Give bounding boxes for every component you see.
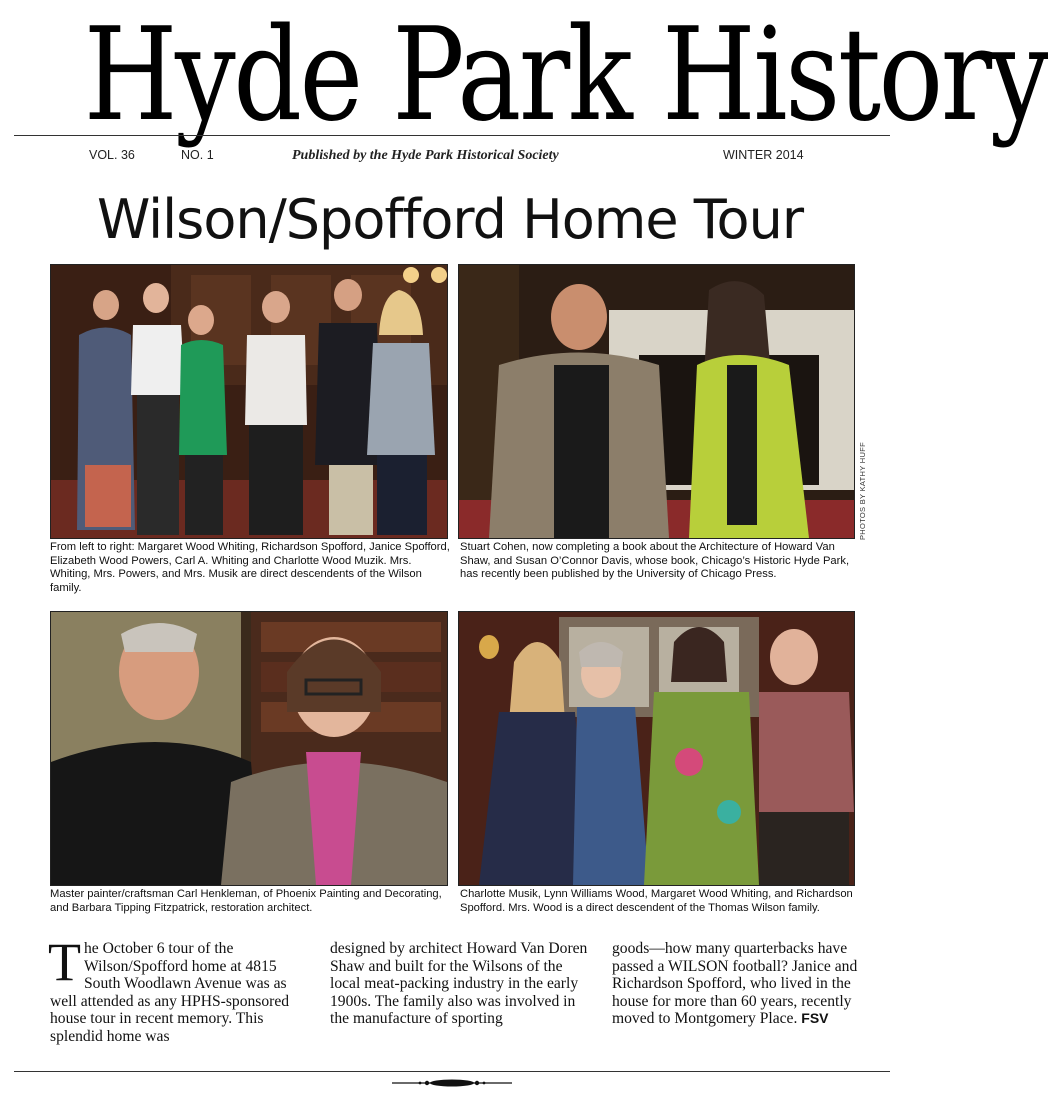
footer-ornament-icon <box>392 1077 512 1089</box>
story-dropcap: T <box>48 932 81 992</box>
photo-henkleman-fitzpatrick <box>50 611 448 886</box>
masthead-rule <box>14 135 890 136</box>
story-column-1 <box>48 932 312 1046</box>
photo-group-six <box>50 264 448 539</box>
photo-group-four <box>458 611 855 886</box>
photo-group-four-image <box>459 612 854 885</box>
story-text-1: he October 6 tour of the Wilson/Spofford home at 4815 South Woodlawn Avenue was as well attended as any HPHS-sponsored house tour in recent memory. This splendid home was <box>50 940 290 1045</box>
photo-cohen-davis <box>458 264 855 539</box>
caption-henkleman-fitzpatrick: Master painter/craftsman Carl Henkleman, of Phoenix Painting and Decorating, and Barbara Tipping Fitzpatrick, restoration architect. <box>50 888 442 914</box>
story-signature: FSV <box>801 1010 829 1027</box>
story-column-2 <box>330 940 592 1028</box>
headline: Wilson/Spofford Home Tour <box>96 188 804 251</box>
publisher-line: Published by the Hyde Park Historical Society <box>292 148 559 163</box>
caption-group-six: From left to right: Margaret Wood Whiting, Richardson Spofford, Janice Spofford, Elizabeth Wood Powers, Carl A. Whiting and Charlotte Wood Muzik. Mrs. Whiting, Mrs. Powers, and Mrs. Musik are direct descendents of the Wilson family. <box>50 541 450 594</box>
story-column-3 <box>612 940 874 1028</box>
photo-cohen-davis-image <box>459 265 854 538</box>
story-text-3: goods—how many quarterbacks have passed a WILSON football? Janice and Richardson Spofford, who lived in the house for more than 60 years, recently moved to Montgomery Place. <box>612 940 858 1028</box>
photo-group-six-image <box>51 265 447 538</box>
masthead-title: Hyde Park History <box>83 1 1048 150</box>
volume-label: VOL. 36 <box>89 148 135 162</box>
story-text-2: designed by architect Howard Van Doren Shaw and built for the Wilsons of the local meat-packing industry in the early 1900s. The family also was involved in the manufacture of sporting <box>330 940 588 1028</box>
caption-cohen-davis: Stuart Cohen, now completing a book about the Architecture of Howard Van Shaw, and Susan O’Connor Davis, whose book, Chicago’s Historic Hyde Park, has recently been published by the University of Chicago Press. <box>460 541 850 580</box>
photo-henkleman-fitzpatrick-image <box>51 612 447 885</box>
issue-number: NO. 1 <box>181 148 214 162</box>
masthead <box>14 1 1048 150</box>
caption-group-four: Charlotte Musik, Lynn Williams Wood, Margaret Wood Whiting, and Richardson Spofford. Mrs. Wood is a direct descendent of the Thomas Wilson family. <box>460 888 853 914</box>
issue-season: WINTER 2014 <box>723 148 804 162</box>
photo-credit: PHOTOS BY KATHY HUFF <box>858 442 867 540</box>
footer-rule <box>14 1071 890 1072</box>
